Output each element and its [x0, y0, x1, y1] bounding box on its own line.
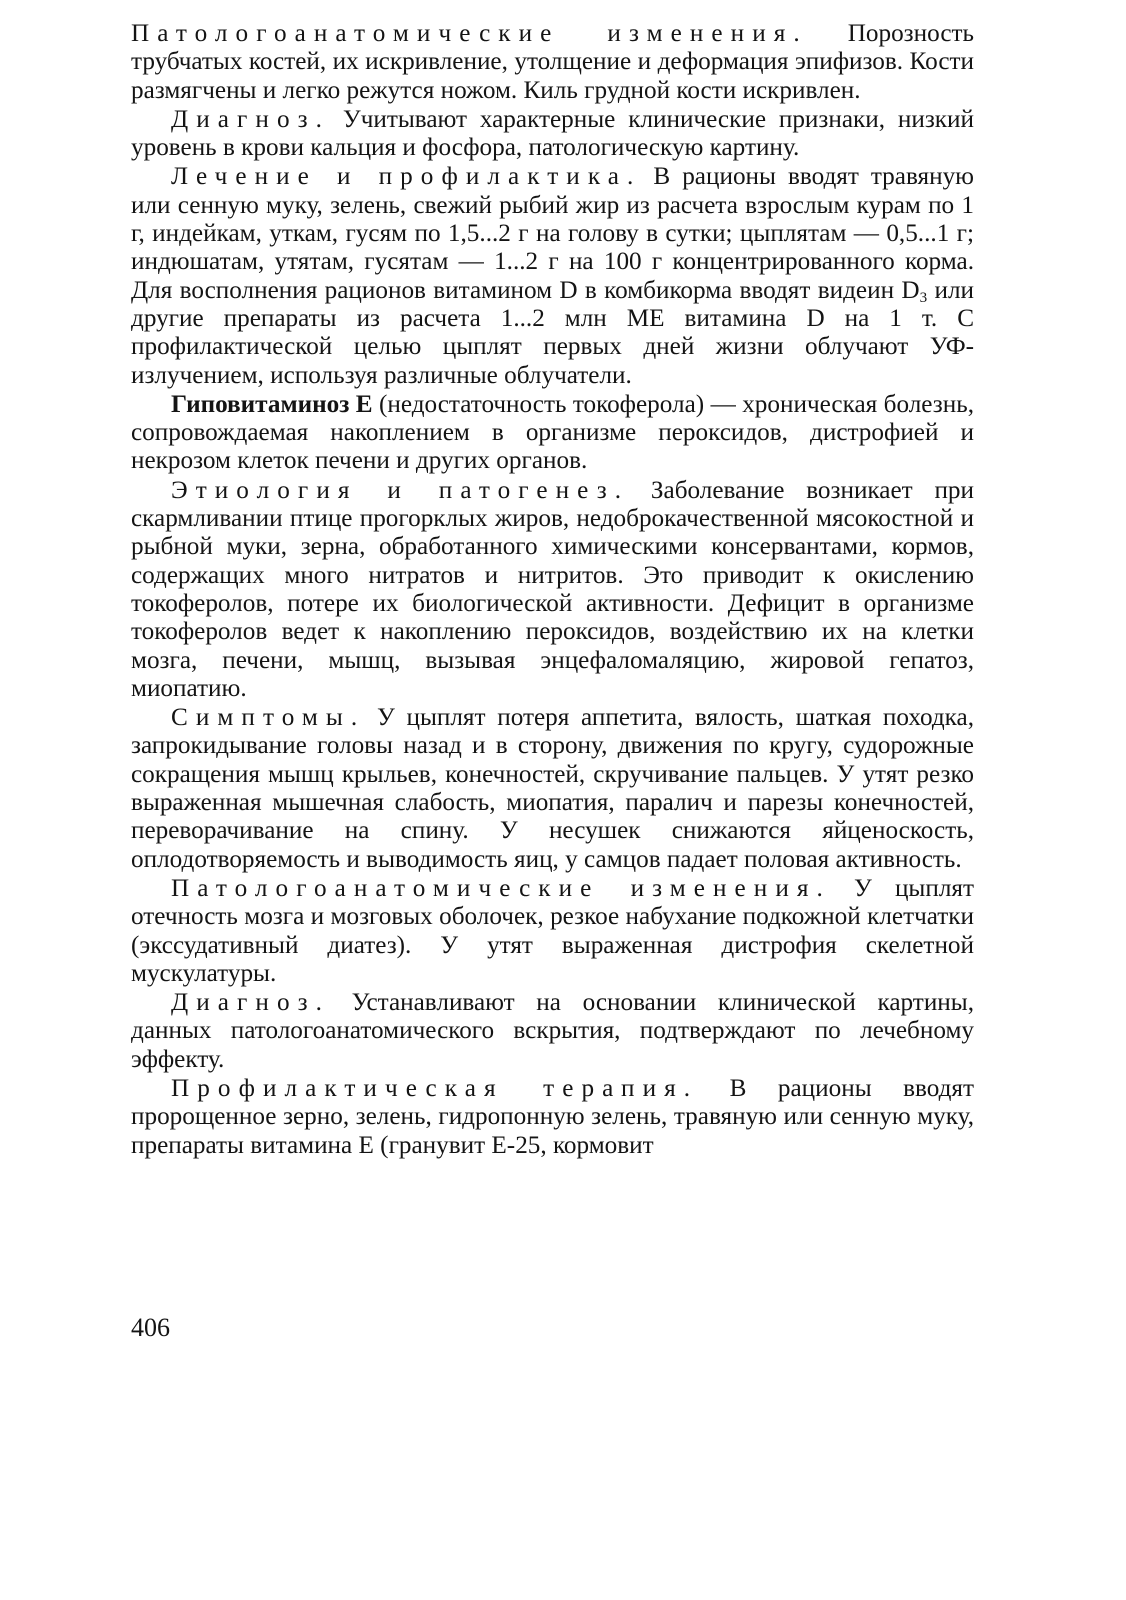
paragraph-diagnosis-rickets	[131, 106, 974, 163]
paragraph-text: В рационы вводят травяную или сенную муку, зелень, свежий рыбий жир из расчета взрослым курам по 1 г, индейкам, уткам, гусям по 1,5...2 г на голову в сутки; цыплятам — 0,5...1 г; индюшатам, утятам, гусятам — 1...2 г на 100 г концентрированного корма. Для восполнения рационов витамином D в комбикорма вводят видеин D	[131, 163, 974, 304]
section-heading: Гиповитаминоз Е	[171, 390, 373, 418]
paragraph-text-continued: или другие препараты из расчета 1...2 млн МЕ витамина D на 1 т. С профилактической целью цыплят первых дней жизни облучают УФ-излучением, используя различные облучатели.	[131, 276, 975, 389]
section-lead: Патологоанатомические изменения.	[131, 20, 808, 47]
paragraph-text: У цыплят потеря аппетита, вялость, шаткая походка, запрокидывание головы назад и в сторону, движения по кругу, судорожные сокращения мышц крыльев, конечностей, скручивание пальцев. У утят резко выраженная мышечная слабость, миопатия, паралич и парезы конечностей, переворачивание на спину. У несушек снижаются яйценоскость, оплодотворяемость и выводимость яиц, у самцов падает половая активность.	[131, 704, 974, 873]
paragraph-treatment-rickets	[131, 163, 974, 389]
subscript: 3	[919, 289, 928, 306]
section-lead: Диагноз.	[171, 989, 331, 1017]
paragraph-symptoms	[131, 704, 974, 874]
section-lead: Диагноз.	[171, 105, 331, 133]
section-lead: Лечение и профилактика.	[171, 163, 642, 191]
paragraph-text: У цыплят отечность мозга и мозговых оболочек, резкое набухание подкожной клетчатки (экссудативный диатез). У утят выраженная дистрофия скелетной мускулатуры.	[131, 874, 974, 987]
paragraph-text: Заболевание возникает при скармливании птице прогорклых жиров, недоброкачественной мясокостной и рыбной муки, зерна, обработанного химическими консервантами, кормов, содержащих много нитратов и нитритов. Это приводит к окислению токоферолов, потере их биологической активности. Дефицит в организме токоферолов ведет к накоплению пероксидов, воздействию их на клетки мозга, печени, мышц, вызывая энцефаломаляцию, жировой гепатоз, миопатию.	[131, 476, 974, 702]
paragraph-prophylactic-therapy	[131, 1075, 974, 1160]
paragraph-text: Учитывают характерные клинические признаки, низкий уровень в крови кальция и фосфора, патологическую картину.	[131, 105, 974, 162]
paragraph-text: Порозность трубчатых костей, их искривление, утолщение и деформация эпифизов. Кости размягчены и легко режутся ножом. Киль грудной кости искривлен.	[131, 20, 974, 104]
paragraph-text: В рационы вводят пророщенное зерно, зелень, гидропонную зелень, травяную или сенную муку, препараты витамина Е (гранувит Е-25, кормовит	[131, 1074, 974, 1159]
paragraph-hypovitaminosis-e	[131, 391, 974, 476]
paragraph-diagnosis-e	[131, 989, 974, 1074]
section-lead: Симптомы.	[171, 704, 366, 732]
section-lead: Патологоанатомические изменения.	[171, 874, 831, 902]
section-lead: Этиология и патогенез.	[171, 476, 630, 504]
paragraph-pathology-e	[131, 875, 974, 988]
section-lead: Профилактическая терапия.	[171, 1074, 699, 1102]
page-number: 406	[131, 1313, 170, 1342]
paragraph-text: (недостаточность токоферола) — хроническая болезнь, сопровождаемая накоплением в организме пероксидов, дистрофией и некрозом клеток печени и других органов.	[131, 390, 974, 475]
paragraph-etiology	[131, 477, 974, 703]
paragraph-text: Устанавливают на основании клинической картины, данных патологоанатомического вскрытия, подтверждают по лечебному эффекту.	[131, 989, 974, 1073]
page-text-column	[131, 20, 974, 1161]
paragraph-pathology-rickets	[131, 20, 974, 105]
